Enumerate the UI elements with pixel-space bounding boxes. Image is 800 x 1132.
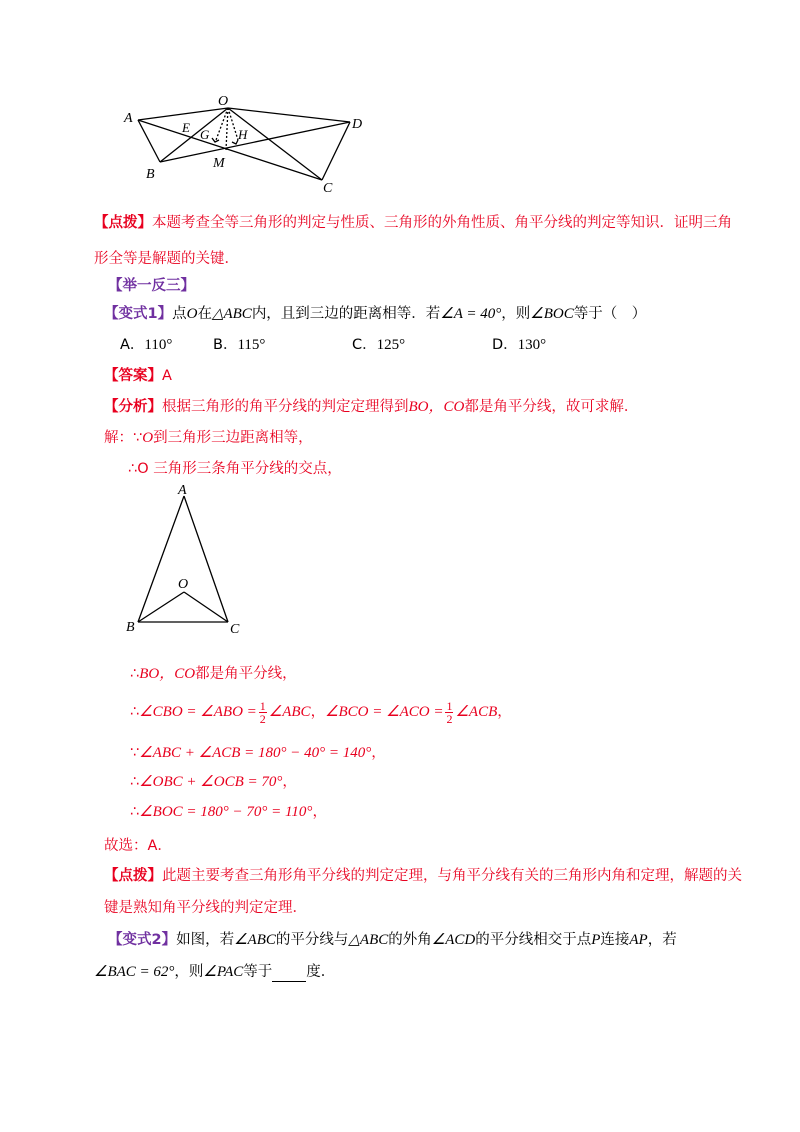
step2-sep: ，: [310, 704, 326, 720]
variant2-m2: △ABC: [348, 932, 389, 948]
tip1-tag: 【点拨】: [94, 215, 152, 231]
variant2-a: 如图，若: [176, 932, 235, 948]
answer-line: [104, 366, 172, 386]
tip1-line1: [94, 213, 732, 233]
tip2-line2: [104, 898, 307, 918]
variant1-q-angleA: ∠A = 40°: [440, 306, 502, 322]
solution-line2: [128, 459, 342, 479]
variant1-q-end: 等于（ ）: [573, 306, 647, 322]
figure-triangle-diagram: [120, 478, 260, 638]
variant1-q-O: O: [186, 306, 198, 322]
variant2-e: 连接: [600, 932, 630, 948]
edge-BO: [138, 592, 184, 622]
tip2-text1: 此题主要考查三角形角平分线的判定定理，与角平分线有关的三角形内角和定理，解题的关: [162, 868, 742, 884]
step4-math: ∠OBC + ∠OCB = 70°: [139, 774, 283, 790]
variant2-g: ，则: [174, 964, 204, 980]
analysis-text-b: 都是角平分线，故可求解．: [464, 399, 639, 415]
step2-c: ∠BCO = ∠ACO =: [325, 704, 444, 720]
step2-frac2-num: 1: [446, 698, 453, 713]
answer-tag: 【答案】: [104, 368, 162, 384]
variant1-q-tri: △ABC: [211, 306, 252, 322]
analysis-math: BO，CO: [408, 399, 465, 415]
variant1-q-BOC: ∠BOC: [530, 306, 574, 322]
label-A: A: [124, 111, 133, 126]
label-O: O: [218, 94, 229, 109]
tip2-line1: [104, 866, 742, 886]
variant2-line2: [94, 962, 335, 982]
step4-sym: ∴: [130, 774, 140, 790]
step1-sym: ∴: [130, 666, 140, 682]
edge-DC: [322, 122, 350, 180]
option-d-value: 130°: [517, 337, 547, 353]
step1-math: BO，CO: [139, 666, 196, 682]
variant2-tag: 【变式2】: [108, 932, 177, 948]
edge-OH: [228, 108, 238, 140]
label-B: B: [126, 620, 135, 635]
label-C: C: [230, 622, 240, 637]
variant1-q-prefix: 点: [172, 306, 187, 322]
analysis-text-a: 根据三角形的角平分线的判定定理得到: [162, 399, 409, 415]
step3: [130, 743, 386, 763]
variant1-q-in: 在: [197, 306, 212, 322]
label-E: E: [182, 120, 190, 135]
option-d-label: D．: [492, 337, 518, 353]
option-b-value: 115°: [237, 337, 266, 353]
option-c[interactable]: [352, 335, 405, 355]
solution-line1: [104, 428, 313, 448]
variant1-question: [104, 304, 646, 324]
step2-a: ∠CBO = ∠ABO =: [139, 704, 257, 720]
label-G: G: [200, 127, 210, 142]
edge-AB: [138, 496, 184, 622]
tip2-tag: 【点拨】: [104, 868, 162, 884]
edge-AC: [184, 496, 228, 622]
label-A: A: [178, 483, 187, 498]
step2-sym: ∴: [130, 704, 140, 720]
step5: [130, 802, 327, 822]
label-C: C: [323, 181, 333, 195]
edge-CO: [184, 592, 228, 622]
variant2-m4: P: [591, 932, 601, 948]
solution-because: ∵: [133, 430, 143, 446]
option-c-value: 125°: [376, 337, 406, 353]
option-a-label: A．: [120, 337, 145, 353]
variant2-m5: AP: [629, 932, 648, 948]
variant2-m7: ∠PAC: [203, 964, 244, 980]
step5-math: ∠BOC = 180° − 70° = 110°: [139, 804, 313, 820]
step3-math: ∠ABC + ∠ACB = 180° − 40° = 140°: [139, 745, 372, 761]
solution-text1: 到三角形三边距离相等，: [153, 430, 313, 446]
step2-end: ，: [497, 704, 512, 720]
step2-frac1-num: 1: [259, 698, 266, 713]
variant2-d: 的平分线相交于点: [475, 932, 592, 948]
choose-line: 故选：A．: [104, 838, 172, 854]
label-H: H: [238, 127, 248, 142]
option-b[interactable]: [213, 335, 265, 355]
tip2-text2: 键是熟知角平分线的判定定理．: [104, 900, 307, 916]
variant1-q-then: ，则: [501, 306, 531, 322]
variant2-m3: ∠ACD: [431, 932, 476, 948]
variant1-tag: 【变式1】: [104, 306, 173, 322]
step2-frac2: [445, 700, 453, 725]
variant2-f: ，若: [647, 932, 677, 948]
label-B: B: [146, 167, 155, 182]
step2-frac1-den: 2: [259, 711, 266, 726]
step5-sym: ∴: [130, 804, 140, 820]
variant2-m1: ∠ABC: [234, 932, 276, 948]
variant1-q-mid: 内，且到三边的距离相等．若: [251, 306, 441, 322]
step4: [130, 772, 297, 792]
variant2-b: 的平分线与: [275, 932, 349, 948]
option-a-value: 110°: [144, 337, 173, 353]
section-title: 【举一反三】: [108, 278, 195, 294]
edge-OM: [226, 108, 228, 150]
label-O: O: [178, 577, 189, 592]
step2-b: ∠ABC: [268, 704, 311, 720]
figure-quadrilateral-diagram: [120, 90, 380, 195]
step2-frac2-den: 2: [446, 711, 453, 726]
step5-end: ，: [312, 804, 327, 820]
option-c-label: C．: [352, 337, 377, 353]
variant2-line1: [108, 930, 677, 950]
analysis-tag: 【分析】: [104, 399, 162, 415]
tip1-text2: 形全等是解题的关键．: [94, 251, 239, 267]
label-M: M: [213, 156, 225, 171]
answer-blank[interactable]: [272, 967, 306, 982]
tip1-text1: 本题考查全等三角形的判定与性质、三角形的外角性质、角平分线的判定等知识．证明三角: [152, 215, 732, 231]
solution-O: O: [142, 430, 154, 446]
step4-end: ，: [282, 774, 297, 790]
tip1-line2: [94, 249, 239, 269]
step2: [130, 697, 512, 727]
solution-label: 解：: [104, 430, 133, 446]
option-d[interactable]: [492, 335, 546, 355]
option-b-label: B．: [213, 337, 238, 353]
step1-text: 都是角平分线，: [195, 666, 297, 682]
step2-frac1: [259, 700, 267, 725]
option-a[interactable]: [120, 335, 172, 355]
step2-d: ∠ACB: [455, 704, 498, 720]
step1: [130, 664, 297, 684]
step3-end: ，: [371, 745, 386, 761]
variant2-i: 度．: [306, 964, 336, 980]
variant2-h: 等于: [243, 964, 273, 980]
step3-sym: ∵: [130, 745, 140, 761]
label-D: D: [352, 117, 363, 132]
edge-OC: [228, 108, 322, 180]
analysis-line: [104, 397, 638, 417]
edge-OD: [228, 108, 350, 122]
variant2-c: 的外角: [388, 932, 432, 948]
edge-AC: [138, 120, 322, 180]
right-angle-G: [212, 138, 219, 142]
solution-text2: ∴O 三角形三条角平分线的交点，: [128, 461, 342, 477]
answer-value: A: [162, 368, 172, 384]
variant2-m6: ∠BAC = 62°: [94, 964, 175, 980]
